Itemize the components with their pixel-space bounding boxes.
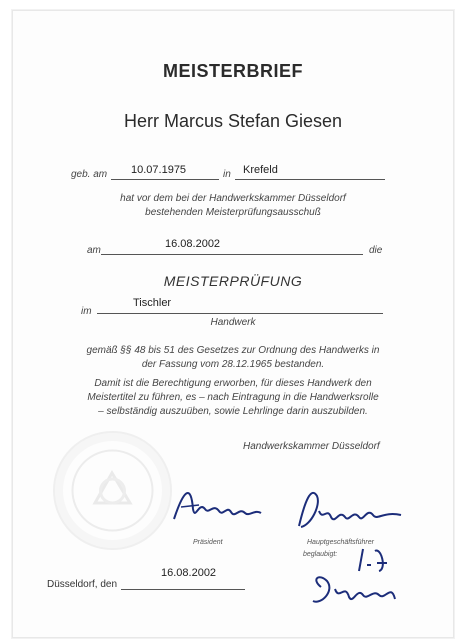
exam-am-label: am (87, 245, 101, 256)
exam-date-line (101, 254, 363, 255)
certificate-title: MEISTERBRIEF (162, 61, 303, 81)
certificate-page (12, 10, 454, 638)
intro-line-2: bestehenden Meisterprüfungsausschuß (145, 207, 321, 218)
exam-date: 16.08.2002 (165, 238, 221, 250)
footer-date-line (121, 589, 245, 590)
recipient-name: Herr Marcus Stefan Giesen (123, 111, 343, 131)
embossed-seal (53, 431, 172, 550)
footer-place: Düsseldorf, den (47, 579, 118, 590)
trade-line (97, 313, 383, 314)
certified-label: beglaubigt: (303, 551, 338, 558)
manager-label: Hauptgeschäftsführer (307, 539, 374, 546)
law-line-2: der Fassung vom 28.12.1965 bestanden. (141, 359, 325, 370)
trade-caption: Handwerk (210, 317, 256, 328)
trade-value: Tischler (133, 297, 172, 309)
law-line-1: gemäß §§ 48 bis 51 des Gesetzes zur Ordnung des Handwerks in (86, 345, 380, 356)
permission-line-2: Meistertitel zu führen, es – nach Eintragung in die Handwerksrolle (87, 392, 379, 403)
born-label: geb. am (71, 169, 108, 180)
permission-line-3: – selbständig auszuüben, sowie Lehrlinge darin auszubilden. (98, 406, 368, 417)
in-label: in (223, 169, 231, 180)
trade-im-label: im (81, 306, 92, 317)
president-signature (169, 479, 269, 529)
permission-line-1: Damit ist die Berechtigung erworben, für dieses Handwerk den (94, 378, 372, 389)
birth-place-line (235, 179, 385, 180)
intro-line-1: hat vor dem bei der Handwerkskammer Düsseldorf (120, 193, 346, 204)
president-label: Präsident (193, 539, 223, 546)
birth-date: 10.07.1975 (131, 164, 187, 176)
footer-date: 16.08.2002 (161, 567, 217, 579)
certification-signature (301, 543, 411, 613)
exam-title: MEISTERPRÜFUNG (163, 273, 303, 289)
manager-signature (291, 481, 411, 536)
birth-place: Krefeld (243, 164, 278, 176)
exam-die-label: die (369, 245, 383, 256)
birth-date-line (111, 179, 219, 180)
seal-emblem (55, 433, 170, 548)
issuer: Handwerkskammer Düsseldorf (243, 441, 380, 452)
